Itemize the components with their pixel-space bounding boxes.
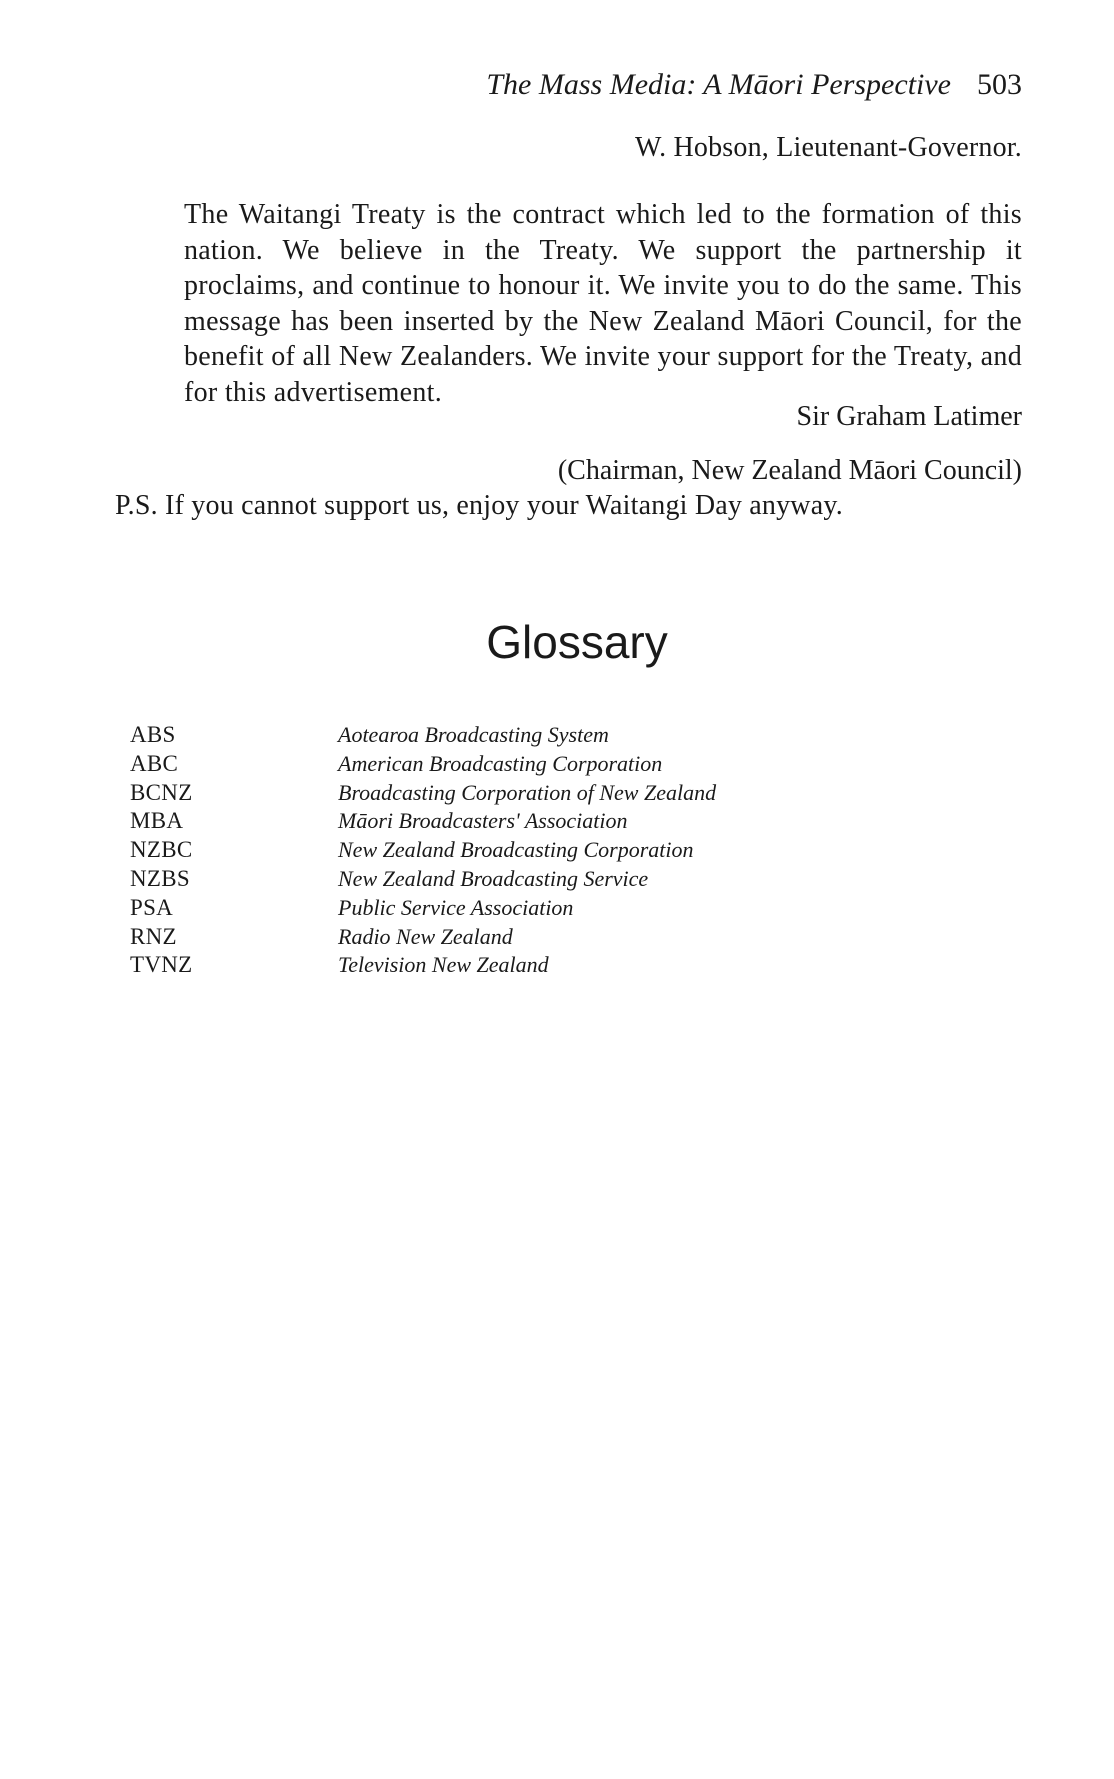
glossary-abbreviation: MBA: [130, 808, 184, 834]
glossary-row: [130, 895, 890, 924]
glossary-heading: Glossary: [486, 616, 668, 668]
glossary-term: Radio New Zealand: [338, 923, 513, 949]
glossary-abbreviation: PSA: [130, 894, 174, 920]
signature-role: (Chairman, New Zealand Māori Council): [557, 455, 1022, 486]
glossary-term: Television New Zealand: [338, 952, 549, 978]
glossary-row: [130, 780, 890, 809]
glossary-abbreviation: RNZ: [130, 923, 177, 949]
glossary-row: [130, 952, 890, 981]
glossary-row: [130, 751, 890, 780]
glossary-row: [130, 837, 890, 866]
glossary-term: American Broadcasting Corporation: [338, 750, 663, 776]
glossary-term: New Zealand Broadcasting Service: [338, 865, 649, 891]
glossary-row: [130, 924, 890, 953]
glossary-abbreviation: NZBS: [130, 865, 190, 891]
glossary-term: Public Service Association: [338, 894, 574, 920]
glossary-abbreviation: TVNZ: [130, 952, 193, 978]
signature-name: Sir Graham Latimer: [796, 401, 1022, 432]
glossary-abbreviation: NZBC: [130, 837, 193, 863]
glossary-term: Aotearoa Broadcasting System: [338, 722, 609, 747]
treaty-paragraph: The Waitangi Treaty is the contract which led to the formation of this nation. We believe in the Treaty. We support the partnership it proclaims, and continue to honour it. We invite you to do the same. This message has been inserted by the New Zealand Māori Council, for the benefit of all New Zealanders. We invite your support for the Treaty, and for this advertisement.: [184, 199, 1022, 408]
hobson-signoff: W. Hobson, Lieutenant-Governor.: [635, 132, 1022, 163]
glossary-abbreviation: ABC: [130, 750, 179, 776]
glossary-row: [130, 866, 890, 895]
running-title: The Mass Media: A Māori Perspective: [486, 68, 951, 101]
glossary-term: Māori Broadcasters' Association: [338, 808, 628, 834]
running-header: [486, 68, 1022, 102]
glossary-row: [130, 808, 890, 837]
glossary-term: Broadcasting Corporation of New Zealand: [338, 779, 717, 805]
glossary-abbreviation: BCNZ: [130, 779, 193, 805]
page-number: 503: [977, 68, 1022, 101]
glossary-abbreviation: ABS: [130, 722, 176, 747]
glossary-list: [130, 722, 890, 981]
postscript: P.S. If you cannot support us, enjoy your Waitangi Day anyway.: [115, 490, 843, 521]
glossary-row: [130, 722, 890, 751]
glossary-term: New Zealand Broadcasting Corporation: [338, 837, 694, 863]
